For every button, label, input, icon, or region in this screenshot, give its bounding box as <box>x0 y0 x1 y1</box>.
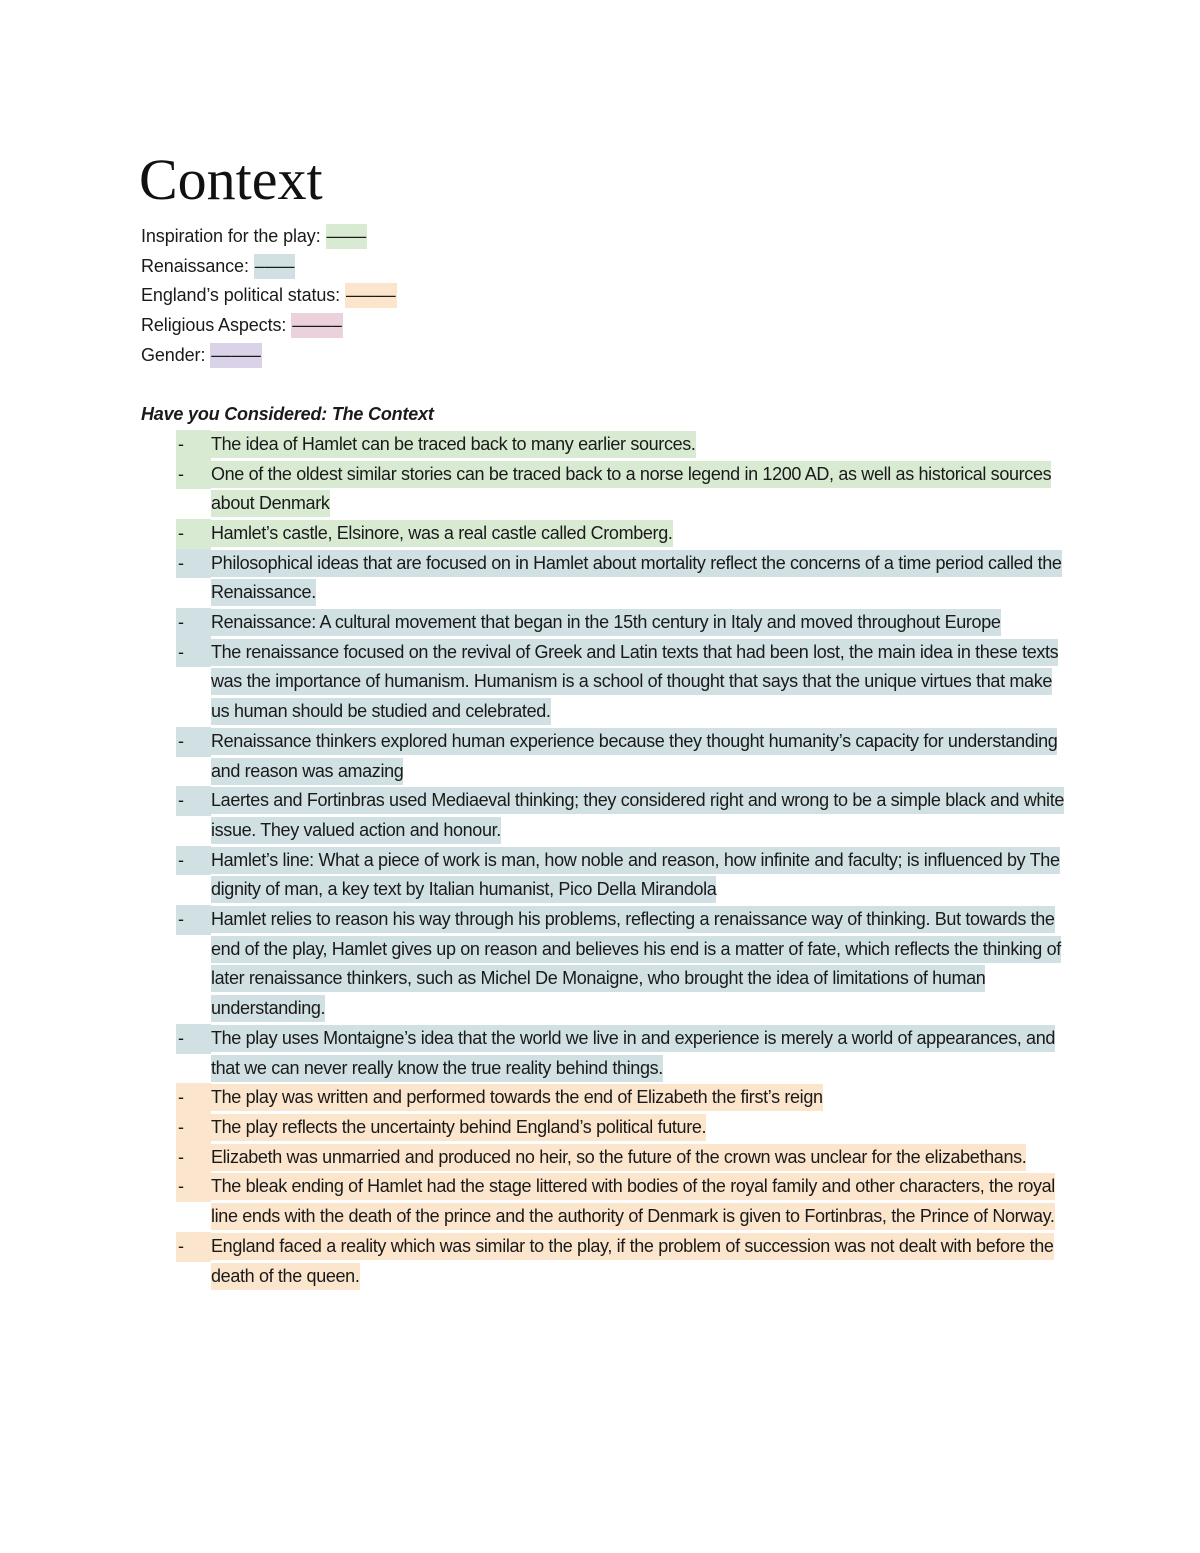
bullet-text: Renaissance: A cultural movement that began in the 15th century in Italy and moved throughout Europe <box>211 609 1001 636</box>
bullet-text: The renaissance focused on the revival of Greek and Latin texts that had been lost, the main idea in these texts was the importance of humanism. Humanism is a school of thought that says that the unique virtues that make us human should be studied and celebrated. <box>211 639 1058 725</box>
bullet-text: Laertes and Fortinbras used Mediaeval thinking; they considered right and wrong to be a simple black and white issue. They valued action and honour. <box>211 787 1064 844</box>
key-label: Renaissance: <box>141 255 249 276</box>
key-label: Gender: <box>141 344 206 365</box>
bullet-dash: - <box>176 1083 211 1113</box>
bullet-text: Hamlet relies to reason his way through his problems, reflecting a renaissance way of thinking. But towards the end of the play, Hamlet gives up on reason and believes his end is a matter of fate, which reflects the thinking of later renaissance thinkers, such as Michel De Monaigne, who brought the idea of limitations of human understanding. <box>211 906 1061 1022</box>
bullet-dash: - <box>176 1143 211 1173</box>
bullet-text: The bleak ending of Hamlet had the stage littered with bodies of the royal family and other characters, the royal line ends with the death of the prince and the authority of Denmark is given to Fortinbras, the Prince of Norway. <box>211 1173 1055 1230</box>
list-item <box>141 786 1071 845</box>
page-title: Context <box>139 147 323 212</box>
bullet-dash: - <box>176 846 211 876</box>
bullet-dash: - <box>176 905 211 935</box>
list-item <box>141 1143 1071 1173</box>
key-swatch-pink: ––––– <box>291 313 343 338</box>
key-swatch-orange: ––––– <box>345 283 397 308</box>
list-item <box>141 1113 1071 1143</box>
key-line-gender <box>141 341 1071 371</box>
context-bullet-list <box>141 430 1071 1291</box>
key-line-political <box>141 281 1071 311</box>
bullet-text: One of the oldest similar stories can be traced back to a norse legend in 1200 AD, as well as historical sources about Denmark <box>211 461 1051 518</box>
key-label: England’s political status: <box>141 285 341 306</box>
bullet-text: Hamlet’s line: What a piece of work is man, how noble and reason, how infinite and faculty; is influenced by The dignity of man, a key text by Italian humanist, Pico Della Mirandola <box>211 847 1060 904</box>
bullet-dash: - <box>176 608 211 638</box>
key-swatch-purple: ––––– <box>210 343 262 368</box>
key-swatch-green: –––– <box>326 224 368 249</box>
key-line-inspiration <box>141 222 1071 252</box>
bullet-dash: - <box>176 638 211 668</box>
key-label: Religious Aspects: <box>141 315 287 336</box>
bullet-dash: - <box>176 727 211 757</box>
list-item <box>141 430 1071 460</box>
key-swatch-blue: –––– <box>254 254 296 279</box>
key-line-religious <box>141 311 1071 341</box>
list-item <box>141 1083 1071 1113</box>
bullet-dash: - <box>176 1113 211 1143</box>
bullet-text: The idea of Hamlet can be traced back to many earlier sources. <box>211 431 696 458</box>
bullet-dash: - <box>176 519 211 549</box>
section-heading: Have you Considered: The Context <box>141 404 434 425</box>
bullet-dash: - <box>176 1232 211 1262</box>
bullet-text: Philosophical ideas that are focused on in Hamlet about mortality reflect the concerns of a time period called the Renaissance. <box>211 550 1062 607</box>
bullet-text: The play uses Montaigne’s idea that the world we live in and experience is merely a world of appearances, and that we can never really know the true reality behind things. <box>211 1025 1055 1082</box>
list-item <box>141 1024 1071 1083</box>
bullet-dash: - <box>176 549 211 579</box>
bullet-dash: - <box>176 1172 211 1202</box>
bullet-text: Elizabeth was unmarried and produced no heir, so the future of the crown was unclear for the elizabethans. <box>211 1144 1026 1171</box>
list-item <box>141 905 1071 1024</box>
list-item <box>141 549 1071 608</box>
bullet-text: The play was written and performed towards the end of Elizabeth the first’s reign <box>211 1084 823 1111</box>
bullet-text: Renaissance thinkers explored human experience because they thought humanity’s capacity for understanding and reason was amazing <box>211 728 1057 785</box>
list-item <box>141 1232 1071 1291</box>
bullet-text: The play reflects the uncertainty behind England’s political future. <box>211 1114 706 1141</box>
bullet-dash: - <box>176 460 211 490</box>
key-label: Inspiration for the play: <box>141 226 321 246</box>
list-item <box>141 460 1071 519</box>
list-item <box>141 1172 1071 1231</box>
list-item <box>141 727 1071 786</box>
color-key <box>141 222 1071 370</box>
list-item <box>141 638 1071 727</box>
bullet-dash: - <box>176 786 211 816</box>
bullet-text: Hamlet’s castle, Elsinore, was a real castle called Cromberg. <box>211 520 673 547</box>
list-item <box>141 846 1071 905</box>
bullet-text: England faced a reality which was similar to the play, if the problem of succession was not dealt with before the death of the queen. <box>211 1233 1054 1290</box>
list-item <box>141 608 1071 638</box>
list-item <box>141 519 1071 549</box>
blank-line <box>141 370 1071 400</box>
document-page <box>141 140 1071 1291</box>
bullet-dash: - <box>176 1024 211 1054</box>
key-line-renaissance <box>141 252 1071 282</box>
bullet-dash: - <box>176 430 211 460</box>
